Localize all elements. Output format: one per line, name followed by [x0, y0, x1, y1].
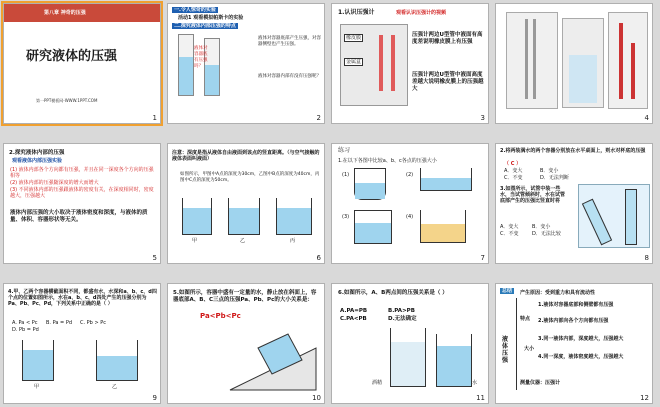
u-tube-diagram — [420, 168, 472, 191]
slide-number: 11 — [476, 394, 485, 402]
tab-label: 练习 — [338, 147, 351, 154]
conclusion-item-3: (3) 不同液体内部的压强跟液体的密度有关，在深度相同时，密度越大，压强越大 — [10, 187, 154, 199]
question-text: 6.如图所示，A、B两点间的压强关系是（ ） — [338, 290, 448, 296]
container-diagram — [354, 168, 386, 200]
description-text: 如图所示，甲图中A点的深度为30cm，乙图中B点的深度为40cm，丙图中C点的深度为50cm。 — [180, 172, 320, 183]
diagram-label: 乙 — [240, 238, 246, 244]
cause-text: 产生原因：受到重力和具有流动性 — [520, 290, 596, 296]
option-text: A. Pa < Pc — [12, 320, 38, 326]
option-text: A．变大 — [500, 224, 519, 230]
diagram-label: 水 — [472, 380, 478, 386]
size-item-1: 3.同一液体内部，深度越大，压强越大 — [538, 336, 624, 342]
diagram-label: 甲 — [192, 238, 198, 244]
figure-label: (2) — [406, 172, 414, 178]
tool-text: 测量仪器：压强计 — [520, 380, 561, 386]
option-text: A．变大 — [504, 168, 523, 174]
slide-thumbnail-2[interactable] — [167, 3, 325, 124]
label-metal-box: 金属盒 — [346, 59, 362, 65]
container-diagram — [96, 340, 138, 381]
slide-number: 2 — [316, 114, 321, 122]
question-text: 4.甲、乙两个容器横截面积不同，都盛有水，水深和a、b、c、d四个点的位置如图所示，水在a、b、c、d四处产生的压强分别为Pa、Pb、Pc、Pd，下列关系中正确的是（ ） — [8, 289, 157, 307]
answer-text: Pa<Pb<Pc — [200, 312, 241, 320]
slide-number: 10 — [312, 394, 321, 402]
container-diagram — [436, 334, 472, 387]
diagram-label: 酒精 — [372, 380, 383, 386]
slide-title: 研究液体的压强 — [26, 49, 118, 64]
figure-label: (4) — [406, 214, 414, 220]
feature-item-2: 2.液体内部向各个方向都有压强 — [538, 318, 609, 324]
slide-number: 9 — [152, 394, 157, 402]
conclusion-item-1: (1) 液体内部各个方向都有压强，并且在同一深度各个方向的压强相等 — [10, 167, 154, 179]
option-text: B. Pa = Pd — [46, 320, 73, 326]
slide-thumbnail-12[interactable] — [495, 283, 653, 404]
container-diagram-b — [228, 198, 260, 235]
option-text: D．无法比较 — [532, 231, 561, 237]
beaker-photo — [562, 18, 604, 108]
question-text: 5.如图所示，容器中盛有一定量的水，静止放在斜面上，容器底部A、B、C三点的压强Pa、Pb、Pc的大小关系是： — [173, 290, 317, 303]
slide-thumbnail-10[interactable] — [167, 283, 325, 404]
slide-number: 1 — [152, 114, 157, 122]
diagram-label: 丙 — [290, 238, 296, 244]
size-item-2: 4.同一深度，液体密度越大，压强越大 — [538, 354, 624, 360]
slide-thumbnail-3[interactable] — [331, 3, 489, 124]
slide-number: 3 — [480, 114, 485, 122]
slide-number: 6 — [316, 254, 321, 262]
feature-item-1: 1.液体对容器底部和侧壁都有压强 — [538, 302, 614, 308]
option-text: C．不变 — [500, 231, 519, 237]
gauge-photo — [506, 12, 558, 109]
container-diagram-a — [182, 198, 212, 235]
mindmap-root: 液体压强 — [502, 336, 509, 364]
connector-line — [516, 298, 517, 390]
chapter-label: 第八章 神奇的压强 — [44, 10, 86, 16]
subheading: 观看液体内部压强实验 — [12, 158, 63, 164]
option-text: A.PA=PB — [340, 308, 368, 314]
container-diagram — [420, 210, 466, 243]
slide-thumbnail-11[interactable] — [331, 283, 489, 404]
heading-explore: 二.探究液体内部压强的特点 — [174, 23, 236, 29]
gauge-photo — [608, 12, 648, 109]
slide-thumbnail-9[interactable] — [3, 283, 161, 404]
option-text: C. Pb > Pc — [80, 320, 106, 326]
option-text: D．无法判断 — [540, 175, 569, 181]
slide-number: 5 — [152, 254, 157, 262]
option-text: D. Pb = Pd — [12, 327, 39, 333]
slide-thumbnail-5[interactable] — [3, 143, 161, 264]
slide-thumbnail-4[interactable] — [495, 3, 653, 124]
container-diagram — [390, 328, 426, 387]
answer-text: （ C ） — [504, 161, 522, 167]
description-text: 液体对容器内部有没有压强呢？ — [258, 74, 321, 79]
container-diagram-c — [276, 198, 312, 235]
paragraph-1: 压强计两边U型管中液面有高度差说明橡皮膜上有压强 — [412, 32, 483, 45]
activity-line: 活动1 观看模拟帕斯卡的实验 — [178, 15, 244, 21]
option-text: C.PA<PB — [340, 316, 367, 322]
slide-number: 12 — [640, 394, 649, 402]
label-membrane: 橡皮膜 — [346, 35, 362, 41]
container-diagram — [354, 210, 392, 244]
question-text: 1.在以下各图中比较a、b、c各点的压强大小 — [338, 158, 437, 164]
slide-thumbnail-7[interactable] — [331, 143, 489, 264]
option-text: B．变小 — [532, 224, 551, 230]
option-text: D.无法确定 — [388, 316, 417, 322]
topic-text: 观看认识压强计的视频 — [396, 10, 447, 16]
diagram-label: 甲 — [34, 384, 40, 390]
slide-thumbnail-8[interactable] — [495, 143, 653, 264]
question-text: 3.如图所示，试管中装一些水，当试管倾斜时，水在试管底部产生的压强比竖直时将 — [500, 186, 566, 204]
question-text: 2.将两装满水的两个容器分别放在水平桌面上，则水对杯底的压强 — [500, 148, 646, 154]
slide-thumbnail-6[interactable] — [167, 143, 325, 264]
container-diagram — [22, 340, 54, 381]
option-text: C．不变 — [504, 175, 523, 181]
diagram-label: 乙 — [112, 384, 118, 390]
incline-diagram — [228, 328, 318, 394]
summary-text: 液体内部压强的大小取决于液体密度和深度，与液体的质量、体积、容器形状等无关。 — [10, 210, 148, 223]
size-label: 大小 — [524, 346, 535, 352]
cylinder-illustration — [178, 34, 194, 96]
footer-text: 第一PPT模板网-WWW.1PPT.COM — [36, 98, 98, 103]
feature-label: 特点 — [520, 316, 531, 322]
slide-heading: 1.认识压强计 — [338, 9, 375, 16]
slide-thumbnail-1[interactable] — [3, 3, 161, 124]
tube-diagram — [578, 184, 650, 248]
conclusion-item-2: (2) 液体内部的压强随深度的增大而增大 — [10, 180, 99, 186]
heading-experiment: 一.令人惊奇的实验 — [174, 7, 216, 13]
option-text: B．变小 — [540, 168, 559, 174]
description-text: 液体对容器底部产生压强，对容器侧壁也产生压强。 — [258, 36, 321, 47]
figure-label: (3) — [342, 214, 350, 220]
option-text: B.PA>PB — [388, 308, 415, 314]
slide-number: 8 — [644, 254, 649, 262]
slide-number: 4 — [644, 114, 649, 122]
figure-label: (1) — [342, 172, 350, 178]
summary-tag: 总结 — [502, 288, 513, 294]
slide-heading: 2.探究液体内部的压强 — [9, 150, 65, 156]
slide-number: 7 — [480, 254, 485, 262]
note-text: 注意：深度是指从液体自由液面到该点的竖直距离。（与空气接触的液体表面叫液面） — [172, 150, 320, 162]
question-text: 液体对容器底有压强吗？ — [194, 46, 208, 69]
paragraph-2: 压强计两边U型管中液面高度差越大说明橡皮膜上的压强越大 — [412, 72, 484, 92]
